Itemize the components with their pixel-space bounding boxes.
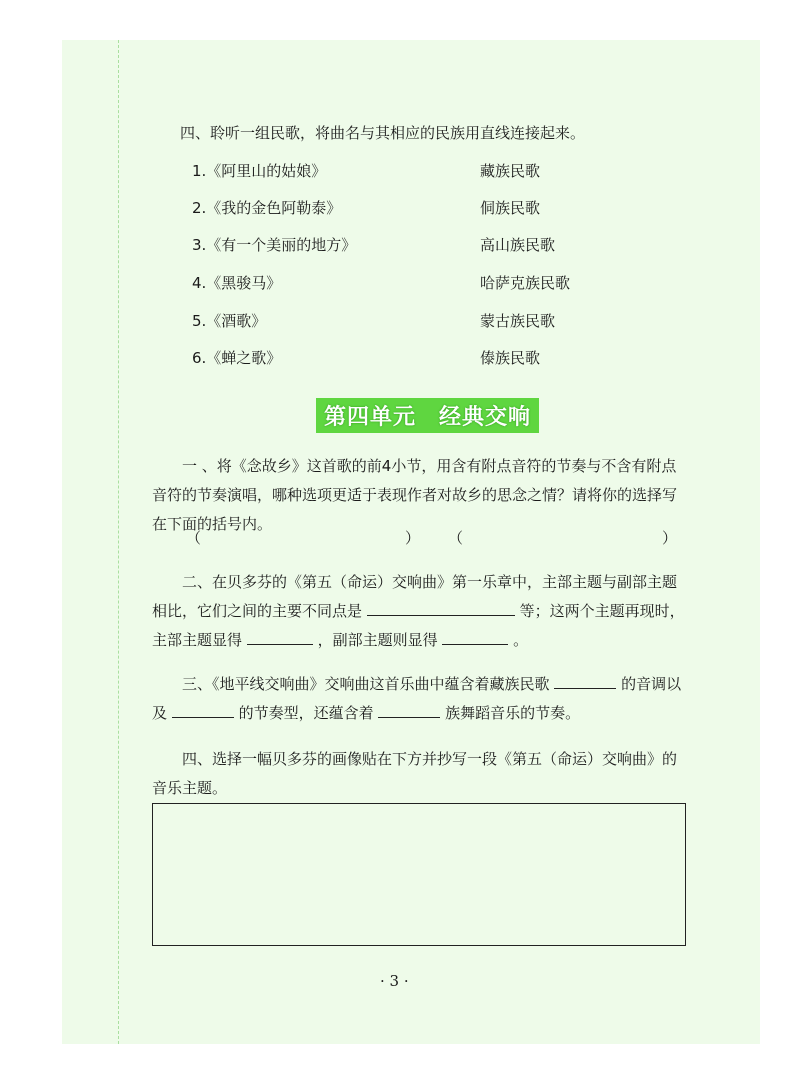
question-three — [152, 670, 686, 728]
ethnic-group: 傣族民歌 — [480, 349, 541, 367]
question-four-text: 四、选择一幅贝多芬的画像贴在下方并抄写一段《第五（命运）交响曲》的音乐主题。 — [152, 750, 678, 797]
question-two-part: ，副部主题则显得 — [317, 631, 438, 649]
answer-paren-close: ） — [405, 529, 421, 547]
unit-title: 第四单元 经典交响 — [316, 398, 539, 433]
song-title: 3.《有一个美丽的地方》 — [192, 236, 357, 254]
ethnic-group: 侗族民歌 — [480, 199, 541, 217]
song-title: 4.《黑骏马》 — [192, 274, 282, 292]
fill-blank[interactable] — [247, 630, 313, 645]
ethnic-group: 高山族民歌 — [480, 236, 556, 254]
match-row — [192, 310, 612, 332]
song-title: 6.《蝉之歌》 — [192, 349, 282, 367]
ethnic-group: 蒙古族民歌 — [480, 312, 556, 330]
question-three-part: 的音调以及 — [152, 675, 682, 722]
question-three-part: 族舞蹈音乐的节奏。 — [445, 704, 581, 722]
ethnic-group: 哈萨克族民歌 — [480, 274, 571, 292]
match-row — [192, 347, 612, 369]
portrait-paste-box[interactable] — [152, 803, 686, 946]
question-one-text: 一 、将《念故乡》这首歌的前4小节，用含有附点音符的节奏与不含有附点音符的节奏演唱，哪种选项更适于表现作者对故乡的思念之情？请将你的选择写在下面的括号内。 — [152, 457, 678, 533]
fill-blank[interactable] — [554, 674, 616, 689]
fill-blank[interactable] — [378, 703, 440, 718]
listening-question-title: 四、聆听一组民歌，将曲名与其相应的民族用直线连接起来。 — [180, 124, 586, 142]
match-row — [192, 160, 612, 182]
song-title: 2.《我的金色阿勒泰》 — [192, 199, 342, 217]
match-row — [192, 272, 612, 294]
fill-blank[interactable] — [172, 703, 234, 718]
margin-dashed-line — [118, 40, 119, 1044]
answer-paren-close: ） — [662, 529, 678, 547]
question-three-part: 的节奏型，还蕴含着 — [238, 704, 374, 722]
song-title: 5.《酒歌》 — [192, 312, 267, 330]
fill-blank[interactable] — [367, 601, 515, 616]
question-two-part: 。 — [513, 631, 529, 649]
match-row — [192, 234, 612, 256]
question-two-part: 等；这两个主题再现时，主部主题显得 — [152, 602, 685, 649]
song-title: 1.《阿里山的姑娘》 — [192, 162, 327, 180]
page-number: · 3 · — [380, 972, 409, 990]
ethnic-group: 藏族民歌 — [480, 162, 541, 180]
answer-paren-open: （ — [186, 529, 202, 547]
question-three-part: 三、《地平线交响曲》交响曲这首乐曲中蕴含着藏族民歌 — [182, 675, 550, 693]
match-row — [192, 197, 612, 219]
question-two-part: 二、在贝多芬的《第五（命运）交响曲》第一乐章中，主部主题与副部主题相比，它们之间的主要不同点是 — [152, 573, 678, 620]
fill-blank[interactable] — [442, 630, 508, 645]
question-two — [152, 568, 686, 655]
answer-paren-open: （ — [448, 529, 464, 547]
